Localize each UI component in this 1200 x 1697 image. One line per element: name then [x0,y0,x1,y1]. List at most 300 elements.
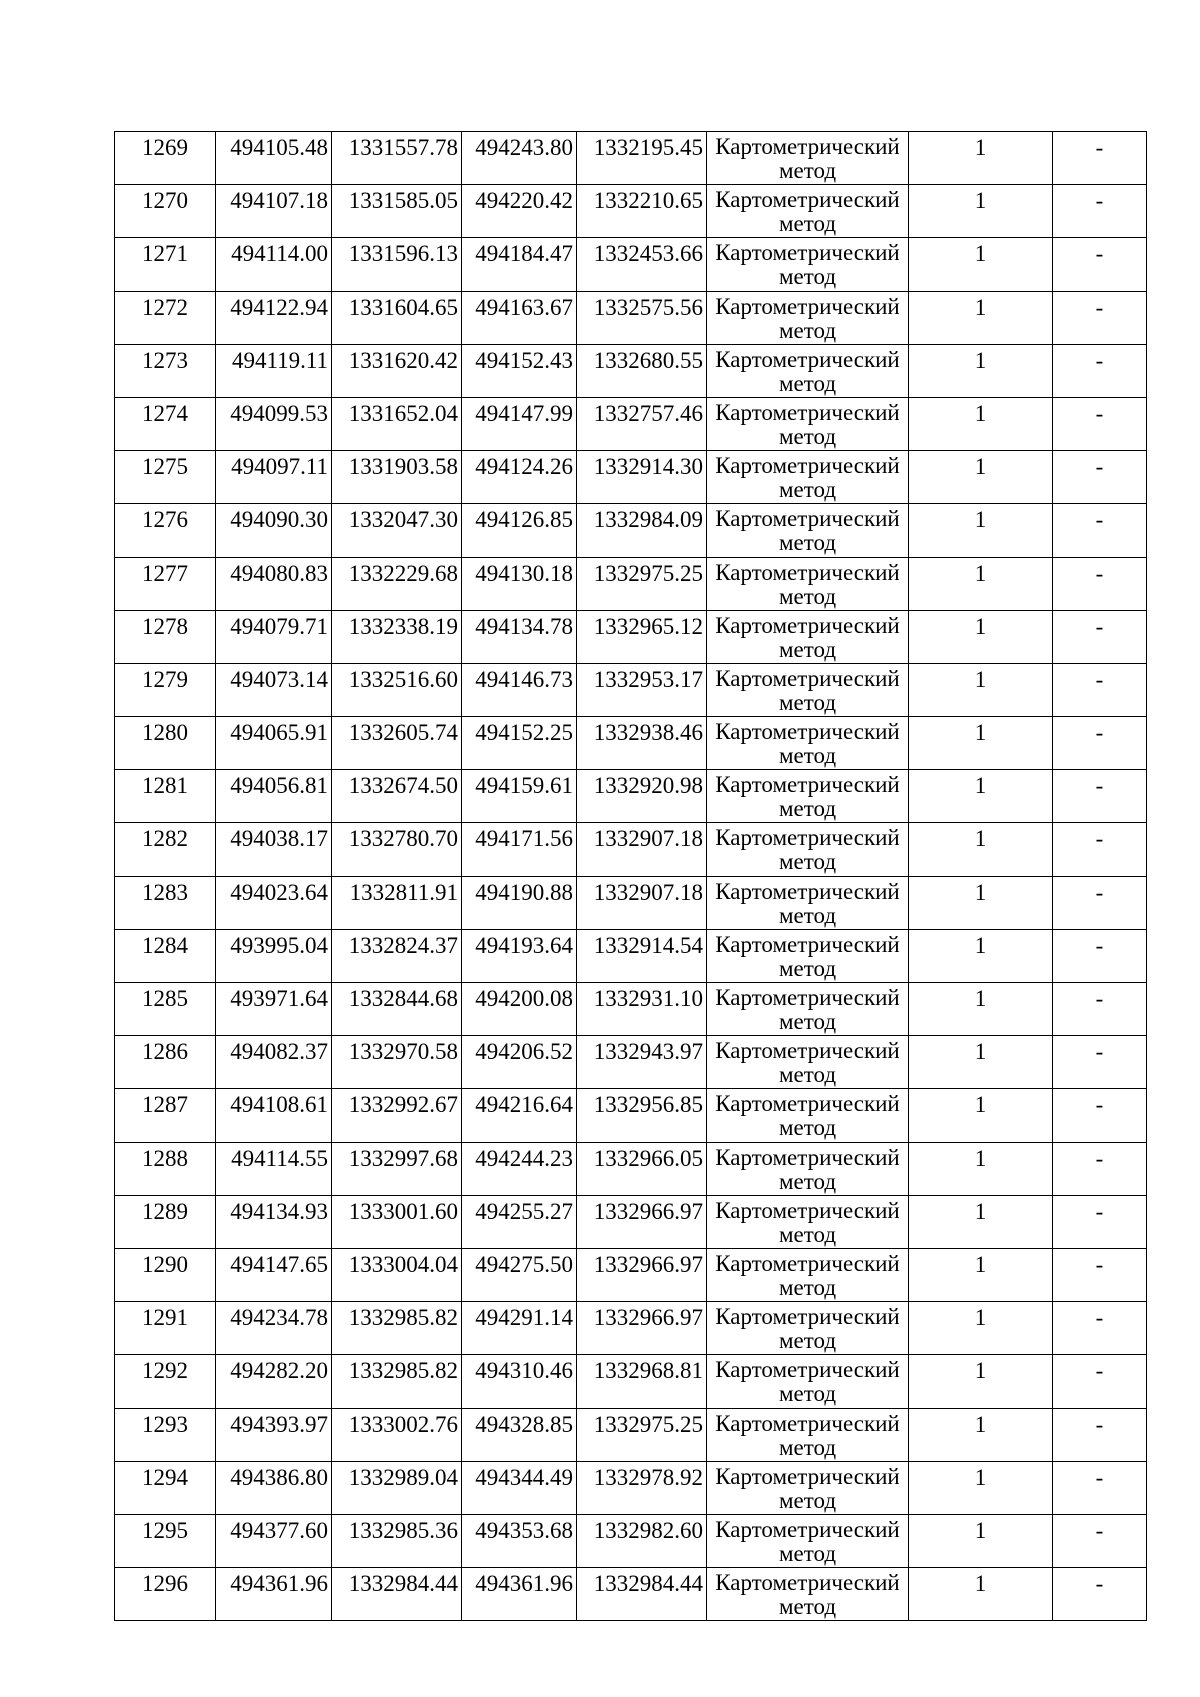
description-cell: - [1053,344,1147,397]
y-coordinate-cell: 1332516.60 [332,663,462,716]
description-cell: - [1053,1142,1147,1195]
y-coordinate-2-cell: 1332680.55 [577,344,707,397]
table-row [115,504,1147,557]
table-row [115,983,1147,1036]
y-coordinate-2-cell: 1332975.25 [577,1408,707,1461]
description-cell: - [1053,1461,1147,1514]
method-cell [707,238,909,291]
y-coordinate-cell: 1332605.74 [332,717,462,770]
table-row [115,1195,1147,1248]
y-coordinate-cell: 1331620.42 [332,344,462,397]
x-coordinate-cell: 494080.83 [216,557,332,610]
table-row [115,557,1147,610]
x-coordinate-2-cell: 494216.64 [462,1089,577,1142]
x-coordinate-2-cell: 494328.85 [462,1408,577,1461]
method-line-2: метод [778,530,837,556]
accuracy-cell: 1 [909,1568,1053,1621]
description-cell: - [1053,610,1147,663]
point-number-cell: 1285 [115,983,216,1036]
x-coordinate-cell: 493971.64 [216,983,332,1036]
y-coordinate-cell: 1332811.91 [332,876,462,929]
accuracy-cell: 1 [909,185,1053,238]
y-coordinate-2-cell: 1332975.25 [577,557,707,610]
method-line-2: метод [778,583,837,609]
y-coordinate-2-cell: 1332920.98 [577,770,707,823]
accuracy-cell: 1 [909,1248,1053,1301]
method-line-1: Картометрический [715,878,900,904]
method-line-2: метод [778,1594,837,1620]
x-coordinate-cell: 494114.55 [216,1142,332,1195]
method-line-1: Картометрический [715,1570,900,1596]
y-coordinate-cell: 1332985.36 [332,1514,462,1567]
y-coordinate-2-cell: 1332914.30 [577,451,707,504]
table-row [115,1568,1147,1621]
point-number-cell: 1289 [115,1195,216,1248]
description-cell: - [1053,397,1147,450]
accuracy-cell: 1 [909,132,1053,185]
x-coordinate-cell: 494134.93 [216,1195,332,1248]
table-row [115,132,1147,185]
method-line-2: метод [778,796,837,822]
table-row [115,397,1147,450]
x-coordinate-2-cell: 494206.52 [462,1036,577,1089]
y-coordinate-2-cell: 1332575.56 [577,291,707,344]
table-row [115,1514,1147,1567]
y-coordinate-cell: 1332984.44 [332,1568,462,1621]
x-coordinate-2-cell: 494255.27 [462,1195,577,1248]
method-line-1: Картометрический [715,719,900,745]
accuracy-cell: 1 [909,663,1053,716]
x-coordinate-cell: 494234.78 [216,1302,332,1355]
x-coordinate-2-cell: 494190.88 [462,876,577,929]
method-cell [707,1195,909,1248]
method-line-2: метод [778,743,837,769]
point-number-cell: 1274 [115,397,216,450]
y-coordinate-2-cell: 1332953.17 [577,663,707,716]
description-cell: - [1053,1036,1147,1089]
x-coordinate-2-cell: 494126.85 [462,504,577,557]
method-cell [707,451,909,504]
x-coordinate-2-cell: 494291.14 [462,1302,577,1355]
method-line-2: метод [778,1540,837,1566]
point-number-cell: 1292 [115,1355,216,1408]
table-row [115,291,1147,344]
method-line-1: Картометрический [715,134,900,159]
method-line-1: Картометрический [715,1091,900,1117]
y-coordinate-2-cell: 1332914.54 [577,929,707,982]
method-line-2: метод [778,1328,837,1354]
table-row [115,876,1147,929]
method-line-2: метод [778,636,837,662]
point-number-cell: 1281 [115,770,216,823]
accuracy-cell: 1 [909,823,1053,876]
accuracy-cell: 1 [909,291,1053,344]
x-coordinate-cell: 494108.61 [216,1089,332,1142]
y-coordinate-cell: 1332824.37 [332,929,462,982]
method-line-1: Картометрический [715,1250,900,1276]
y-coordinate-2-cell: 1332956.85 [577,1089,707,1142]
method-line-2: метод [778,423,837,449]
method-line-1: Картометрический [715,1463,900,1489]
x-coordinate-2-cell: 494193.64 [462,929,577,982]
table-row [115,1302,1147,1355]
y-coordinate-2-cell: 1332931.10 [577,983,707,1036]
method-cell [707,1302,909,1355]
y-coordinate-2-cell: 1332195.45 [577,132,707,185]
method-line-1: Картометрический [715,506,900,532]
x-coordinate-2-cell: 494134.78 [462,610,577,663]
method-cell [707,1248,909,1301]
y-coordinate-cell: 1331652.04 [332,397,462,450]
method-line-1: Картометрический [715,825,900,851]
x-coordinate-2-cell: 494163.67 [462,291,577,344]
point-number-cell: 1275 [115,451,216,504]
y-coordinate-2-cell: 1332982.60 [577,1514,707,1567]
method-line-1: Картометрический [715,453,900,479]
method-line-1: Картометрический [715,985,900,1010]
table-row [115,663,1147,716]
description-cell: - [1053,717,1147,770]
method-line-2: метод [778,1009,837,1034]
method-line-2: метод [778,158,837,183]
y-coordinate-cell: 1331585.05 [332,185,462,238]
table-row [115,1142,1147,1195]
description-cell: - [1053,983,1147,1036]
description-cell: - [1053,132,1147,185]
x-coordinate-cell: 494073.14 [216,663,332,716]
method-line-1: Картометрический [715,346,900,372]
table-row [115,1461,1147,1514]
accuracy-cell: 1 [909,929,1053,982]
table-row [115,451,1147,504]
x-coordinate-cell: 494122.94 [216,291,332,344]
x-coordinate-cell: 494361.96 [216,1568,332,1621]
method-cell [707,185,909,238]
table-row [115,610,1147,663]
table-body [115,132,1147,1621]
description-cell: - [1053,1408,1147,1461]
method-cell [707,1568,909,1621]
y-coordinate-cell: 1332989.04 [332,1461,462,1514]
description-cell: - [1053,1302,1147,1355]
method-line-1: Картометрический [715,1197,900,1223]
method-line-1: Картометрический [715,772,900,798]
accuracy-cell: 1 [909,1461,1053,1514]
point-number-cell: 1271 [115,238,216,291]
point-number-cell: 1270 [115,185,216,238]
point-number-cell: 1287 [115,1089,216,1142]
y-coordinate-cell: 1332844.68 [332,983,462,1036]
method-line-2: метод [778,477,837,503]
x-coordinate-2-cell: 494146.73 [462,663,577,716]
accuracy-cell: 1 [909,1514,1053,1567]
method-cell [707,1142,909,1195]
method-line-1: Картометрический [715,240,900,266]
x-coordinate-2-cell: 494353.68 [462,1514,577,1567]
method-cell [707,823,909,876]
y-coordinate-cell: 1332780.70 [332,823,462,876]
y-coordinate-cell: 1333002.76 [332,1408,462,1461]
x-coordinate-cell: 494377.60 [216,1514,332,1567]
point-number-cell: 1269 [115,132,216,185]
y-coordinate-2-cell: 1332210.65 [577,185,707,238]
y-coordinate-2-cell: 1332453.66 [577,238,707,291]
y-coordinate-cell: 1331596.13 [332,238,462,291]
table-row [115,344,1147,397]
y-coordinate-2-cell: 1332984.09 [577,504,707,557]
y-coordinate-cell: 1332985.82 [332,1302,462,1355]
method-line-2: метод [778,370,837,396]
description-cell: - [1053,557,1147,610]
method-line-1: Картометрический [715,559,900,585]
y-coordinate-2-cell: 1332984.44 [577,1568,707,1621]
point-number-cell: 1283 [115,876,216,929]
x-coordinate-cell: 494099.53 [216,397,332,450]
accuracy-cell: 1 [909,1302,1053,1355]
method-cell [707,132,909,185]
y-coordinate-cell: 1331604.65 [332,291,462,344]
accuracy-cell: 1 [909,397,1053,450]
point-number-cell: 1276 [115,504,216,557]
point-number-cell: 1282 [115,823,216,876]
y-coordinate-2-cell: 1332966.97 [577,1248,707,1301]
x-coordinate-2-cell: 494184.47 [462,238,577,291]
method-line-2: метод [778,1487,837,1513]
coordinates-table [114,131,1147,1621]
point-number-cell: 1293 [115,1408,216,1461]
point-number-cell: 1291 [115,1302,216,1355]
y-coordinate-2-cell: 1332965.12 [577,610,707,663]
method-line-2: метод [778,1168,837,1194]
point-number-cell: 1294 [115,1461,216,1514]
x-coordinate-cell: 494056.81 [216,770,332,823]
accuracy-cell: 1 [909,876,1053,929]
y-coordinate-2-cell: 1332978.92 [577,1461,707,1514]
description-cell: - [1053,291,1147,344]
description-cell: - [1053,1514,1147,1567]
y-coordinate-cell: 1332997.68 [332,1142,462,1195]
method-line-1: Картометрический [715,187,900,213]
accuracy-cell: 1 [909,610,1053,663]
description-cell: - [1053,1355,1147,1408]
method-cell [707,1514,909,1567]
point-number-cell: 1277 [115,557,216,610]
method-line-1: Картометрический [715,399,900,425]
x-coordinate-2-cell: 494344.49 [462,1461,577,1514]
description-cell: - [1053,1248,1147,1301]
method-line-2: метод [778,1381,837,1407]
point-number-cell: 1296 [115,1568,216,1621]
description-cell: - [1053,770,1147,823]
x-coordinate-2-cell: 494147.99 [462,397,577,450]
method-line-2: метод [778,211,837,237]
x-coordinate-cell: 494065.91 [216,717,332,770]
method-cell [707,663,909,716]
point-number-cell: 1278 [115,610,216,663]
method-line-2: метод [778,1274,837,1300]
x-coordinate-2-cell: 494124.26 [462,451,577,504]
x-coordinate-2-cell: 494152.43 [462,344,577,397]
description-cell: - [1053,504,1147,557]
method-line-1: Картометрический [715,1144,900,1170]
table-row [115,823,1147,876]
description-cell: - [1053,823,1147,876]
method-line-2: метод [778,955,837,981]
point-number-cell: 1290 [115,1248,216,1301]
method-cell [707,929,909,982]
x-coordinate-2-cell: 494244.23 [462,1142,577,1195]
accuracy-cell: 1 [909,557,1053,610]
point-number-cell: 1279 [115,663,216,716]
point-number-cell: 1273 [115,344,216,397]
y-coordinate-2-cell: 1332966.97 [577,1195,707,1248]
x-coordinate-cell: 494023.64 [216,876,332,929]
accuracy-cell: 1 [909,1036,1053,1089]
description-cell: - [1053,929,1147,982]
point-number-cell: 1288 [115,1142,216,1195]
method-line-1: Картометрический [715,612,900,638]
x-coordinate-2-cell: 494220.42 [462,185,577,238]
point-number-cell: 1272 [115,291,216,344]
method-line-1: Картометрический [715,1304,900,1330]
x-coordinate-cell: 494105.48 [216,132,332,185]
y-coordinate-cell: 1332229.68 [332,557,462,610]
x-coordinate-2-cell: 494171.56 [462,823,577,876]
table-row [115,770,1147,823]
y-coordinate-cell: 1332047.30 [332,504,462,557]
method-cell [707,397,909,450]
x-coordinate-cell: 494393.97 [216,1408,332,1461]
method-line-2: метод [778,1062,837,1088]
table-row [115,1355,1147,1408]
y-coordinate-2-cell: 1332966.05 [577,1142,707,1195]
y-coordinate-cell: 1332985.82 [332,1355,462,1408]
y-coordinate-2-cell: 1332938.46 [577,717,707,770]
x-coordinate-2-cell: 494159.61 [462,770,577,823]
x-coordinate-cell: 494107.18 [216,185,332,238]
method-cell [707,717,909,770]
accuracy-cell: 1 [909,1142,1053,1195]
x-coordinate-2-cell: 494243.80 [462,132,577,185]
method-line-1: Картометрический [715,1516,900,1542]
method-line-2: метод [778,317,837,343]
accuracy-cell: 1 [909,238,1053,291]
method-line-2: метод [778,1434,837,1460]
x-coordinate-2-cell: 494275.50 [462,1248,577,1301]
y-coordinate-cell: 1332338.19 [332,610,462,663]
accuracy-cell: 1 [909,344,1053,397]
y-coordinate-cell: 1331903.58 [332,451,462,504]
method-line-2: метод [778,849,837,875]
method-line-2: метод [778,1115,837,1141]
x-coordinate-cell: 494097.11 [216,451,332,504]
y-coordinate-cell: 1332992.67 [332,1089,462,1142]
method-cell [707,1461,909,1514]
method-cell [707,1036,909,1089]
table-row [115,1248,1147,1301]
y-coordinate-2-cell: 1332968.81 [577,1355,707,1408]
y-coordinate-2-cell: 1332907.18 [577,823,707,876]
y-coordinate-2-cell: 1332966.97 [577,1302,707,1355]
method-cell [707,1089,909,1142]
description-cell: - [1053,451,1147,504]
y-coordinate-cell: 1333001.60 [332,1195,462,1248]
x-coordinate-cell: 494386.80 [216,1461,332,1514]
description-cell: - [1053,185,1147,238]
description-cell: - [1053,876,1147,929]
x-coordinate-2-cell: 494152.25 [462,717,577,770]
method-cell [707,876,909,929]
accuracy-cell: 1 [909,451,1053,504]
method-cell [707,344,909,397]
y-coordinate-2-cell: 1332943.97 [577,1036,707,1089]
table-row [115,717,1147,770]
x-coordinate-2-cell: 494361.96 [462,1568,577,1621]
accuracy-cell: 1 [909,983,1053,1036]
point-number-cell: 1284 [115,929,216,982]
accuracy-cell: 1 [909,1089,1053,1142]
y-coordinate-cell: 1332970.58 [332,1036,462,1089]
y-coordinate-cell: 1331557.78 [332,132,462,185]
method-line-1: Картометрический [715,1357,900,1383]
description-cell: - [1053,1089,1147,1142]
table-row [115,185,1147,238]
accuracy-cell: 1 [909,717,1053,770]
table-row [115,238,1147,291]
x-coordinate-cell: 494038.17 [216,823,332,876]
y-coordinate-2-cell: 1332907.18 [577,876,707,929]
x-coordinate-cell: 494090.30 [216,504,332,557]
method-line-1: Картометрический [715,665,900,691]
x-coordinate-cell: 493995.04 [216,929,332,982]
method-line-2: метод [778,1221,837,1247]
table-row [115,1089,1147,1142]
method-line-2: метод [778,689,837,715]
y-coordinate-cell: 1332674.50 [332,770,462,823]
table-row [115,929,1147,982]
method-cell [707,557,909,610]
x-coordinate-2-cell: 494310.46 [462,1355,577,1408]
accuracy-cell: 1 [909,1408,1053,1461]
accuracy-cell: 1 [909,1195,1053,1248]
method-line-2: метод [778,902,837,928]
x-coordinate-cell: 494147.65 [216,1248,332,1301]
method-cell [707,1355,909,1408]
method-line-1: Картометрический [715,293,900,319]
point-number-cell: 1295 [115,1514,216,1567]
x-coordinate-cell: 494119.11 [216,344,332,397]
description-cell: - [1053,1195,1147,1248]
x-coordinate-cell: 494082.37 [216,1036,332,1089]
description-cell: - [1053,663,1147,716]
method-line-1: Картометрический [715,931,900,957]
accuracy-cell: 1 [909,770,1053,823]
method-cell [707,504,909,557]
method-cell [707,610,909,663]
description-cell: - [1053,238,1147,291]
x-coordinate-cell: 494282.20 [216,1355,332,1408]
accuracy-cell: 1 [909,504,1053,557]
method-cell [707,291,909,344]
y-coordinate-cell: 1333004.04 [332,1248,462,1301]
method-cell [707,1408,909,1461]
table-row [115,1036,1147,1089]
point-number-cell: 1280 [115,717,216,770]
x-coordinate-cell: 494079.71 [216,610,332,663]
x-coordinate-2-cell: 494130.18 [462,557,577,610]
x-coordinate-2-cell: 494200.08 [462,983,577,1036]
table-row [115,1408,1147,1461]
